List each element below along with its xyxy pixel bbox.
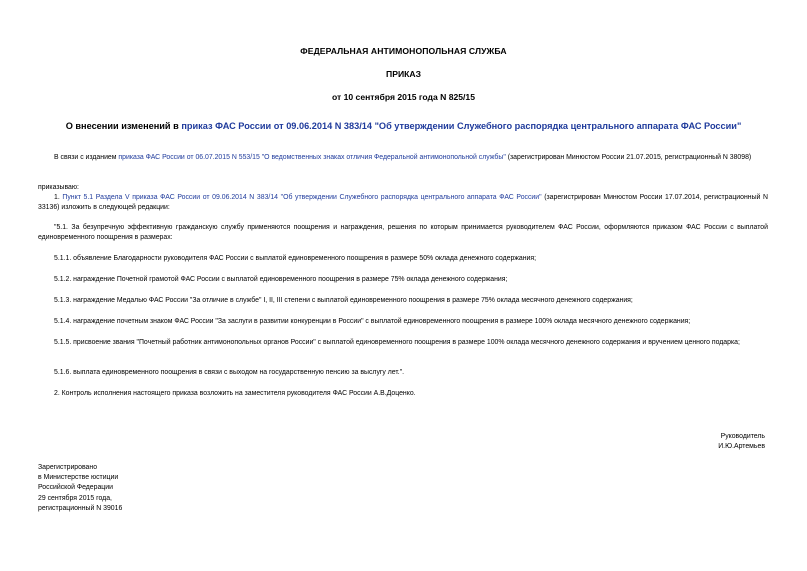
preamble-prefix: В связи с изданием	[54, 154, 119, 161]
preamble-suffix: (зарегистрирован Минюстом России 21.07.2015, регистрационный N 38098)	[505, 154, 752, 161]
signature-title: Руководитель	[720, 433, 765, 440]
item-1-prefix: 1.	[54, 194, 63, 201]
paragraph-5-1-1: 5.1.1. объявление Благодарности руководителя ФАС России с выплатой единовременного поощрения в размере 50% оклада денежного содержания;	[54, 255, 537, 262]
registration-line: Российской Федерации	[38, 484, 113, 492]
item-1-paragraph	[38, 193, 768, 213]
subject-link[interactable]: приказ ФАС России от 09.06.2014 N 383/14 "Об утверждении Служебного распорядка центрального аппарата ФАС России"	[181, 121, 742, 131]
registration-block	[38, 463, 122, 514]
order-word: приказываю:	[38, 184, 79, 191]
signature-name: И.Ю.Артемьев	[718, 443, 765, 450]
paragraph-5-1-6: 5.1.6. выплата единовременного поощрения в связи с выходом на государственную пенсию за выслугу лет.".	[54, 369, 405, 376]
subject-prefix: О внесении изменений в	[65, 121, 182, 131]
document-type: ПРИКАЗ	[386, 69, 421, 79]
registration-line: 29 сентября 2015 года,	[38, 494, 112, 502]
registration-line: регистрационный N 39016	[38, 504, 123, 512]
preamble-paragraph	[38, 153, 768, 163]
item-2-paragraph: 2. Контроль исполнения настоящего приказа возложить на заместителя руководителя ФАС России А.В.Доценко.	[54, 390, 416, 397]
registration-line: Зарегистрировано	[38, 464, 98, 471]
item-1-link[interactable]: Пункт 5.1 Раздела V приказа ФАС России от 09.06.2014 N 383/14 "Об утверждении Служебного распорядка центрального аппарата ФАС России"	[62, 194, 542, 201]
paragraph-5-1-3: 5.1.3. награждение Медалью ФАС России "За отличие в службе" I, II, III степени с выплатой единовременного поощрения в размере 75% оклада месячного денежного содержания;	[54, 297, 633, 304]
paragraph-5-1-5: 5.1.5. присвоение звания "Почетный работник антимонопольных органов России" с выплатой единовременного поощрения в размере 100% оклада месячного денежного содержания и вручением ценного подарка;	[54, 339, 740, 346]
signature-block	[718, 432, 765, 452]
paragraph-5-1: "5.1. За безупречную эффективную гражданскую службу применяются поощрения и награждения, решения по которым принимается руководителем ФАС России, оформляются приказом ФАС России с выплатой единовременного поощрения в размерах:	[38, 224, 768, 242]
preamble-link[interactable]: приказа ФАС России от 06.07.2015 N 553/15 "О ведомственных знаках отличия Федеральной антимонопольной службы"	[118, 154, 506, 161]
document-date-number: от 10 сентября 2015 года N 825/15	[331, 92, 475, 102]
document-subject	[0, 121, 807, 131]
item-1-suffix: (зарегистрирован Минюстом России 17.07.2014, регистрационный N 33136) изложить в следующей редакции:	[38, 194, 768, 212]
paragraph-5-1-4: 5.1.4. награждение почетным знаком ФАС России "За заслуги в развитии конкуренции в России" с выплатой единовременного поощрения в размере 100% оклада месячного денежного содержания;	[54, 318, 691, 325]
agency-name: ФЕДЕРАЛЬНАЯ АНТИМОНОПОЛЬНАЯ СЛУЖБА	[300, 46, 507, 56]
paragraph-5-1-2: 5.1.2. награждение Почетной грамотой ФАС России с выплатой единовременного поощрения в размере 75% оклада денежного содержания;	[54, 276, 508, 283]
registration-line: в Министерстве юстиции	[38, 474, 119, 482]
